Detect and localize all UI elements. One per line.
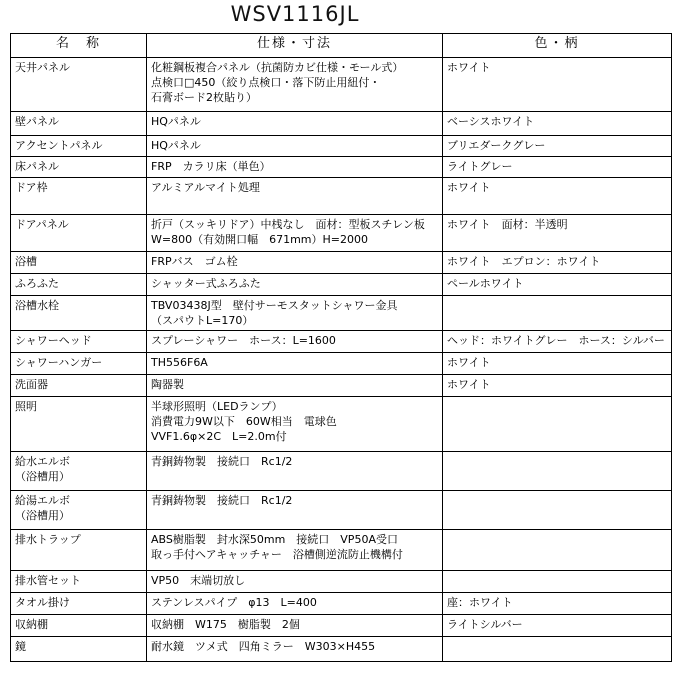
name-text: シャワーハンガー: [15, 356, 103, 369]
spec-cell: [147, 252, 443, 274]
color-cell: [443, 136, 672, 157]
table-row: [11, 593, 672, 615]
spec-text: アルミアルマイト処理: [151, 181, 260, 194]
color-cell: [443, 637, 672, 662]
table-row: [11, 530, 672, 571]
spec-cell: [147, 215, 443, 252]
spec-cell: [147, 157, 443, 178]
table-row: [11, 571, 672, 593]
name-cell: [11, 491, 147, 530]
name-text: 収納棚: [15, 618, 48, 631]
name-text: 給湯エルボ: [15, 494, 70, 507]
spec-text: HQパネル: [151, 139, 201, 152]
name-cell: [11, 353, 147, 375]
name-text: アクセントパネル: [15, 139, 103, 152]
table-row: [11, 452, 672, 491]
spec-cell: [147, 58, 443, 112]
spec-cell: [147, 397, 443, 452]
color-text: ホワイト: [447, 378, 491, 391]
table-row: [11, 274, 672, 296]
spec-text: VVF1.6φ×2C L=2.0m付: [151, 430, 287, 443]
table-row: [11, 296, 672, 331]
color-text: ホワイト: [447, 356, 491, 369]
name-cell: [11, 637, 147, 662]
spec-cell: [147, 178, 443, 215]
table-row: [11, 397, 672, 452]
spec-cell: [147, 274, 443, 296]
name-cell: [11, 157, 147, 178]
table-row: [11, 157, 672, 178]
spec-cell: [147, 530, 443, 571]
spec-text: TBV03438J型 壁付サーモスタットシャワー金具: [151, 299, 398, 312]
spec-text: 化粧鋼板複合パネル（抗菌防カビ仕様・モール式）: [151, 61, 404, 74]
name-text: 排水管セット: [15, 574, 81, 587]
name-text: 浴槽: [15, 255, 37, 268]
name-cell: [11, 215, 147, 252]
name-cell: [11, 296, 147, 331]
name-text: ドアパネル: [15, 218, 69, 231]
color-text: 座：ホワイト: [447, 596, 513, 609]
table-row: [11, 215, 672, 252]
spec-table: [10, 33, 672, 662]
color-text: ベーシスホワイト: [447, 115, 535, 128]
color-cell: [443, 491, 672, 530]
color-text: ヘッド：ホワイトグレー ホース：シルバー: [447, 334, 665, 347]
name-cell: [11, 530, 147, 571]
spec-text: 耐水鏡 ツメ式 四角ミラー W303×H455: [151, 640, 376, 653]
color-cell: [443, 331, 672, 353]
color-cell: [443, 296, 672, 331]
name-text: 鏡: [15, 640, 26, 653]
name-text: ドア枠: [15, 181, 48, 194]
spec-text: HQパネル: [151, 115, 201, 128]
spec-text: 点検口□450（絞り点検口・落下防止用紐付・: [151, 76, 381, 89]
spec-text: TH556F6A: [151, 356, 208, 369]
color-cell: [443, 252, 672, 274]
name-text: シャワーヘッド: [15, 334, 92, 347]
table-row: [11, 331, 672, 353]
name-text: 床パネル: [15, 160, 59, 173]
name-cell: [11, 178, 147, 215]
table-row: [11, 136, 672, 157]
name-text: （浴槽用）: [15, 470, 70, 483]
table-row: [11, 252, 672, 274]
color-cell: [443, 157, 672, 178]
spec-cell: [147, 615, 443, 637]
name-text: 排水トラップ: [15, 533, 81, 546]
spec-cell: [147, 136, 443, 157]
color-cell: [443, 452, 672, 491]
name-cell: [11, 571, 147, 593]
spec-text: 青銅鋳物製 接続口 Rc1/2: [151, 494, 293, 507]
spec-cell: [147, 637, 443, 662]
spec-cell: [147, 353, 443, 375]
spec-cell: [147, 331, 443, 353]
spec-text: 青銅鋳物製 接続口 Rc1/2: [151, 455, 293, 468]
color-text: ライトシルバー: [447, 618, 523, 631]
name-cell: [11, 593, 147, 615]
table-row: [11, 58, 672, 112]
spec-text: 取っ手付ヘアキャッチャー 浴槽側逆流防止機構付: [151, 548, 403, 561]
spec-text: W=800（有効開口幅 671mm）H=2000: [151, 233, 368, 246]
name-text: 照明: [15, 400, 37, 413]
color-text: ホワイト: [447, 181, 491, 194]
color-cell: [443, 178, 672, 215]
spec-text: 石膏ボード2枚貼り）: [151, 91, 257, 104]
spec-cell: [147, 452, 443, 491]
color-cell: [443, 571, 672, 593]
name-text: 洗面器: [15, 378, 48, 391]
header-name: 名 称: [11, 34, 147, 58]
spec-text: FRPバス ゴム栓: [151, 255, 238, 268]
spec-cell: [147, 593, 443, 615]
table-row: [11, 353, 672, 375]
name-text: 壁パネル: [15, 115, 59, 128]
spec-text: 消費電力9W以下 60W相当 電球色: [151, 415, 337, 428]
name-text: ふろふた: [15, 277, 59, 290]
table-row: [11, 491, 672, 530]
name-cell: [11, 136, 147, 157]
spec-text: FRP カラリ床（単色）: [151, 160, 271, 173]
color-cell: [443, 615, 672, 637]
name-text: 給水エルボ: [15, 455, 70, 468]
table-row: [11, 637, 672, 662]
name-text: 浴槽水栓: [15, 299, 59, 312]
color-text: ペールホワイト: [447, 277, 524, 290]
color-cell: [443, 397, 672, 452]
spec-cell: [147, 491, 443, 530]
table-row: [11, 112, 672, 136]
header-color: 色・柄: [443, 34, 672, 58]
name-cell: [11, 112, 147, 136]
color-cell: [443, 274, 672, 296]
spec-text: （スパウトL=170）: [151, 314, 254, 327]
name-cell: [11, 452, 147, 491]
spec-text: 折戸（スッキリドア）中桟なし 面材：型板スチレン板: [151, 218, 425, 231]
color-cell: [443, 353, 672, 375]
spec-text: シャッター式ふろふた: [151, 277, 261, 290]
spec-cell: [147, 571, 443, 593]
name-cell: [11, 397, 147, 452]
color-cell: [443, 593, 672, 615]
name-text: （浴槽用）: [15, 509, 70, 522]
spec-text: 陶器製: [151, 378, 184, 391]
spec-text: ステンレスパイプ φ13 L=400: [151, 596, 317, 609]
spec-text: 収納棚 W175 樹脂製 2個: [151, 618, 300, 631]
spec-cell: [147, 296, 443, 331]
name-text: 天井パネル: [15, 61, 70, 74]
color-text: ホワイト エプロン：ホワイト: [447, 255, 601, 268]
page-title: WSV1116JL: [230, 2, 360, 26]
color-text: ブリエダークグレー: [447, 139, 546, 152]
name-cell: [11, 58, 147, 112]
table-header-row: [11, 34, 672, 58]
color-cell: [443, 112, 672, 136]
color-cell: [443, 215, 672, 252]
color-cell: [443, 58, 672, 112]
name-cell: [11, 274, 147, 296]
table-row: [11, 178, 672, 215]
spec-text: VP50 末端切放し: [151, 574, 246, 587]
spec-cell: [147, 375, 443, 397]
color-text: ホワイト: [447, 61, 491, 74]
table-row: [11, 375, 672, 397]
spec-text: 半球形照明（LEDランプ）: [151, 400, 283, 413]
name-cell: [11, 252, 147, 274]
header-spec: 仕様・寸法: [147, 34, 443, 58]
name-cell: [11, 375, 147, 397]
name-cell: [11, 331, 147, 353]
spec-cell: [147, 112, 443, 136]
color-cell: [443, 375, 672, 397]
color-cell: [443, 530, 672, 571]
spec-text: スプレーシャワー ホース：L=1600: [151, 334, 336, 347]
table-row: [11, 615, 672, 637]
spec-text: ABS樹脂製 封水深50mm 接続口 VP50A受口: [151, 533, 398, 546]
name-text: タオル掛け: [15, 596, 70, 609]
name-cell: [11, 615, 147, 637]
color-text: ライトグレー: [447, 160, 513, 173]
color-text: ホワイト 面材：半透明: [447, 218, 568, 231]
